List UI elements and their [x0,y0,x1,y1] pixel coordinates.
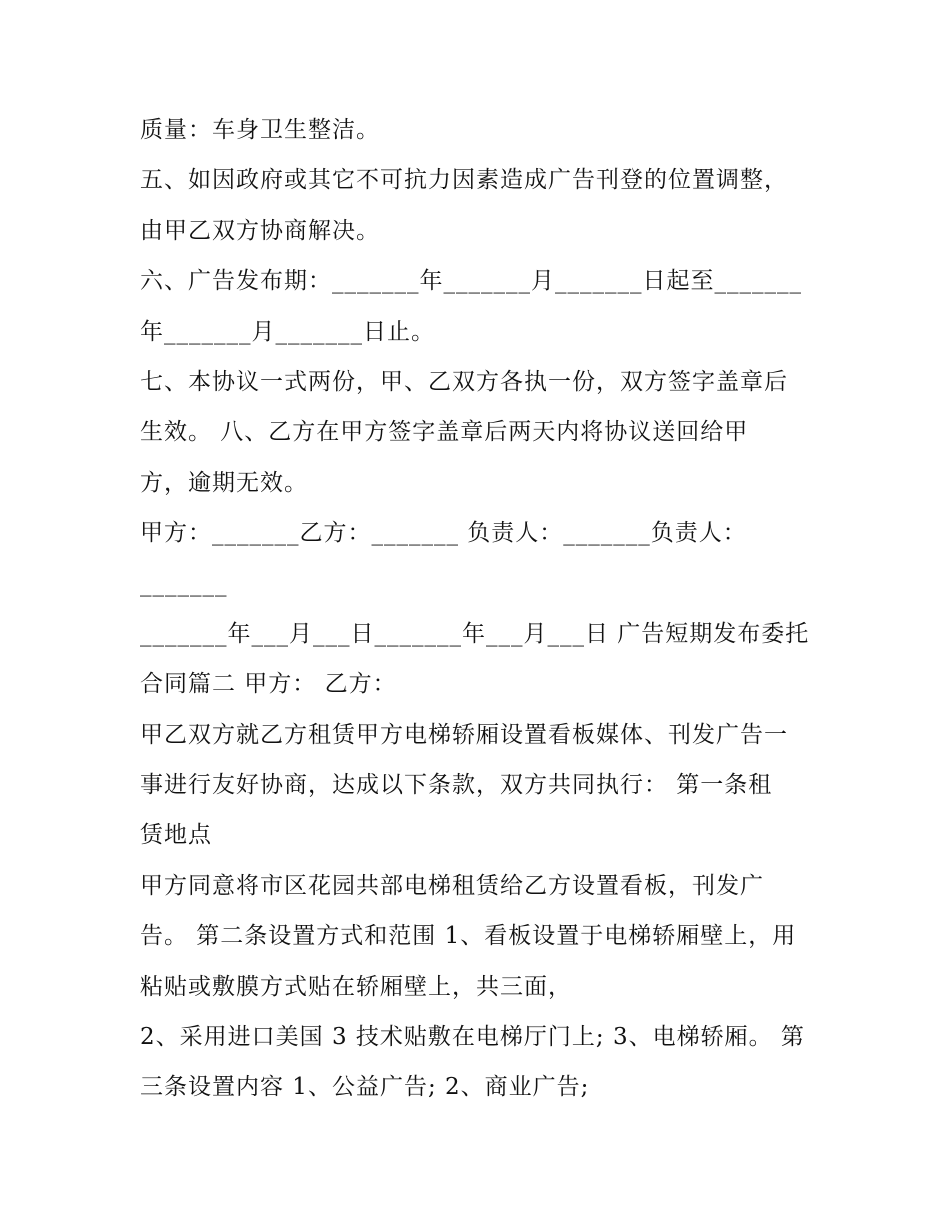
text-line: 方，逾期无效。 [140,469,308,496]
text-line: 七、本协议一式两份，甲、乙双方各执一份，双方签字盖章后 [140,368,788,395]
text-line: 告。 第二条设置方式和范围 1、看板设置于电梯轿厢壁上，用 [140,923,797,950]
text-line: 五、如因政府或其它不可抗力因素造成广告刊登的位置调整， [140,167,788,194]
text-line: 合同篇二 甲方： 乙方： [140,671,397,698]
text-line: 六、广告发布期：_______年_______月_______日起至_______ [140,268,802,295]
text-line: 三条设置内容 1、公益广告; 2、商业广告; [140,1074,590,1101]
text-line: 由甲乙双方协商解决。 [140,217,380,244]
text-line: _______年___月___日_______年___月___日 广告短期发布委托 [140,620,810,647]
text-line: 甲方同意将市区花园共部电梯租赁给乙方设置看板，刊发广 [140,872,764,899]
text-line: 甲乙双方就乙方租赁甲方电梯轿厢设置看板媒体、刊发广告一 [140,721,788,748]
document-body [140,108,830,1116]
text-line: 生效。 八、乙方在甲方签字盖章后两天内将协议送回给甲 [140,419,749,446]
text-line: 年_______月_______日止。 [140,318,435,345]
text-line: 粘贴或敷膜方式贴在轿厢壁上，共三面， [140,973,572,1000]
text-line: 2、采用进口美国 3 技术贴敷在电梯厅门上; 3、电梯轿厢。 第 [140,1024,805,1051]
text-line: 事进行友好协商，达成以下条款，双方共同执行： 第一条租 [140,772,773,799]
text-line: 甲方：_______乙方：_______ 负责人：_______负责人： [140,520,747,547]
text-line: 质量：车身卫生整洁。 [140,117,380,143]
text-line: _______ [140,570,228,597]
text-line: 赁地点 [140,822,212,849]
